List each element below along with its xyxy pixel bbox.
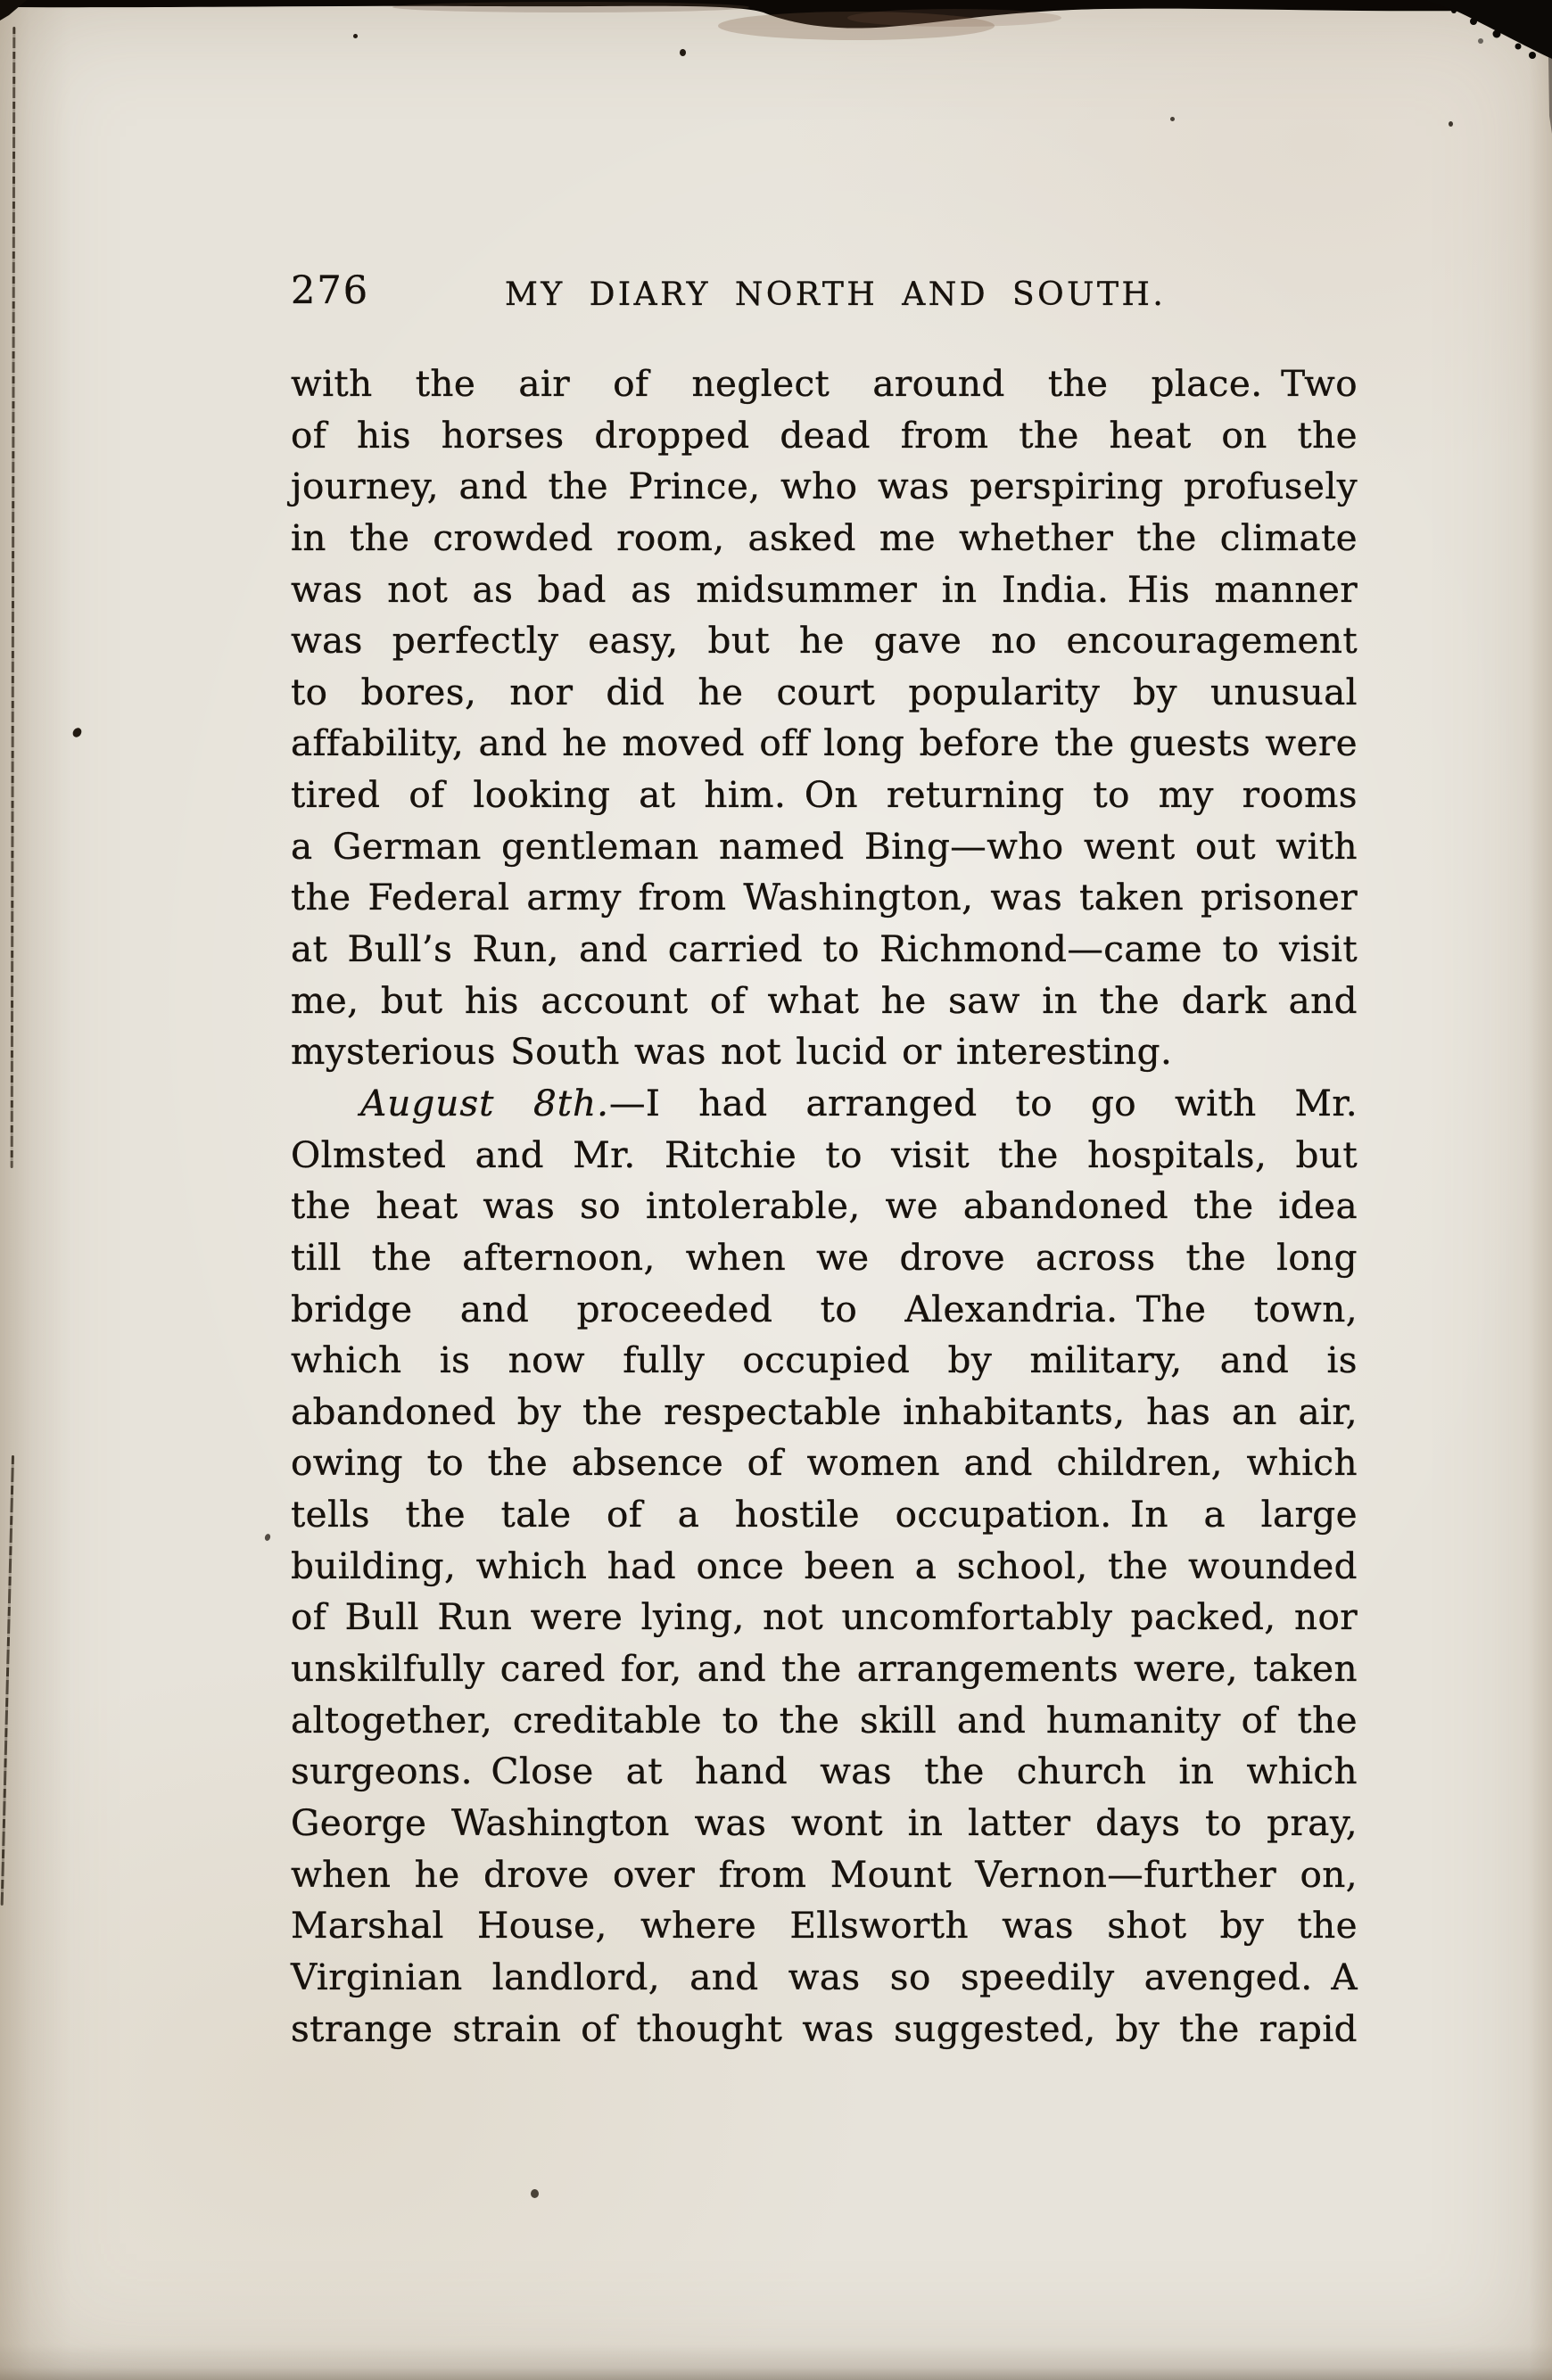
text-line: was perfectly easy, but he gave no encouragement xyxy=(291,619,1358,663)
page-number: 276 xyxy=(291,268,370,313)
text-line: the Federal army from Washington, was taken prisoner xyxy=(291,876,1358,919)
ink-speck xyxy=(531,2189,539,2198)
running-head xyxy=(0,0,1552,339)
text-line: when he drove over from Mount Vernon—further on, xyxy=(291,1852,1358,1896)
text-line: which is now fully occupied by military, and is xyxy=(291,1338,1358,1382)
text-line: abandoned by the respectable inhabitants, has an air, xyxy=(291,1389,1358,1433)
text-line: journey, and the Prince, who was perspiring profusely xyxy=(291,465,1358,508)
running-title: MY DIARY NORTH AND SOUTH. xyxy=(505,276,1167,313)
text-line: bridge and proceeded to Alexandria. The town, xyxy=(291,1287,1358,1330)
text-line: me, but his account of what he saw in the dark and xyxy=(291,978,1358,1022)
text-line: in the crowded room, asked me whether the climate xyxy=(291,515,1358,559)
text-line: mysterious South was not lucid or interesting. xyxy=(291,1030,1173,1074)
text-line: the heat was so intolerable, we abandoned the idea xyxy=(291,1184,1358,1228)
text-line: surgeons. Close at hand was the church in which xyxy=(291,1750,1358,1793)
page-crease-line-lower xyxy=(1,1455,14,1906)
text-line: of his horses dropped dead from the heat on the xyxy=(291,413,1358,457)
text-line: till the afternoon, when we drove across the long xyxy=(291,1235,1358,1279)
text-line: with the air of neglect around the place. Two xyxy=(291,362,1358,405)
text-line: altogether, creditable to the skill and humanity of the xyxy=(291,1698,1358,1742)
text-line: August 8th.—I had arranged to go with Mr. xyxy=(360,1081,1358,1124)
ink-speck xyxy=(71,726,84,738)
text-line: to bores, nor did he court popularity by unusual xyxy=(291,670,1358,713)
ink-speck xyxy=(264,1533,271,1542)
text-line: building, which had once been a school, the wounded xyxy=(291,1544,1358,1587)
text-line: George Washington was wont in latter days to pray, xyxy=(291,1800,1358,1844)
text-line: owing to the absence of women and children, which xyxy=(291,1441,1358,1485)
text-line: tired of looking at him. On returning to my rooms xyxy=(291,773,1358,817)
body-text xyxy=(291,358,1358,2055)
text-line: affability, and he moved off long before the guests were xyxy=(291,721,1358,765)
text-line: Marshal House, where Ellsworth was shot by the xyxy=(291,1904,1358,1948)
text-line: unskilfully cared for, and the arrangements were, taken xyxy=(291,1647,1358,1691)
text-line: of Bull Run were lying, not uncomfortably packed, nor xyxy=(291,1595,1358,1639)
text-line: was not as bad as midsummer in India. His manner xyxy=(291,567,1358,611)
text-line: Olmsted and Mr. Ritchie to visit the hospitals, but xyxy=(291,1132,1358,1176)
text-line: at Bull’s Run, and carried to Richmond—came to visit xyxy=(291,927,1358,971)
text-line: tells the tale of a hostile occupation. In a large xyxy=(291,1493,1358,1536)
text-line: strange strain of thought was suggested, by the rapid xyxy=(291,2006,1358,2050)
text-line: a German gentleman named Bing—who went out with xyxy=(291,824,1358,868)
text-line: Virginian landlord, and was so speedily avenged. A xyxy=(291,1955,1358,1998)
